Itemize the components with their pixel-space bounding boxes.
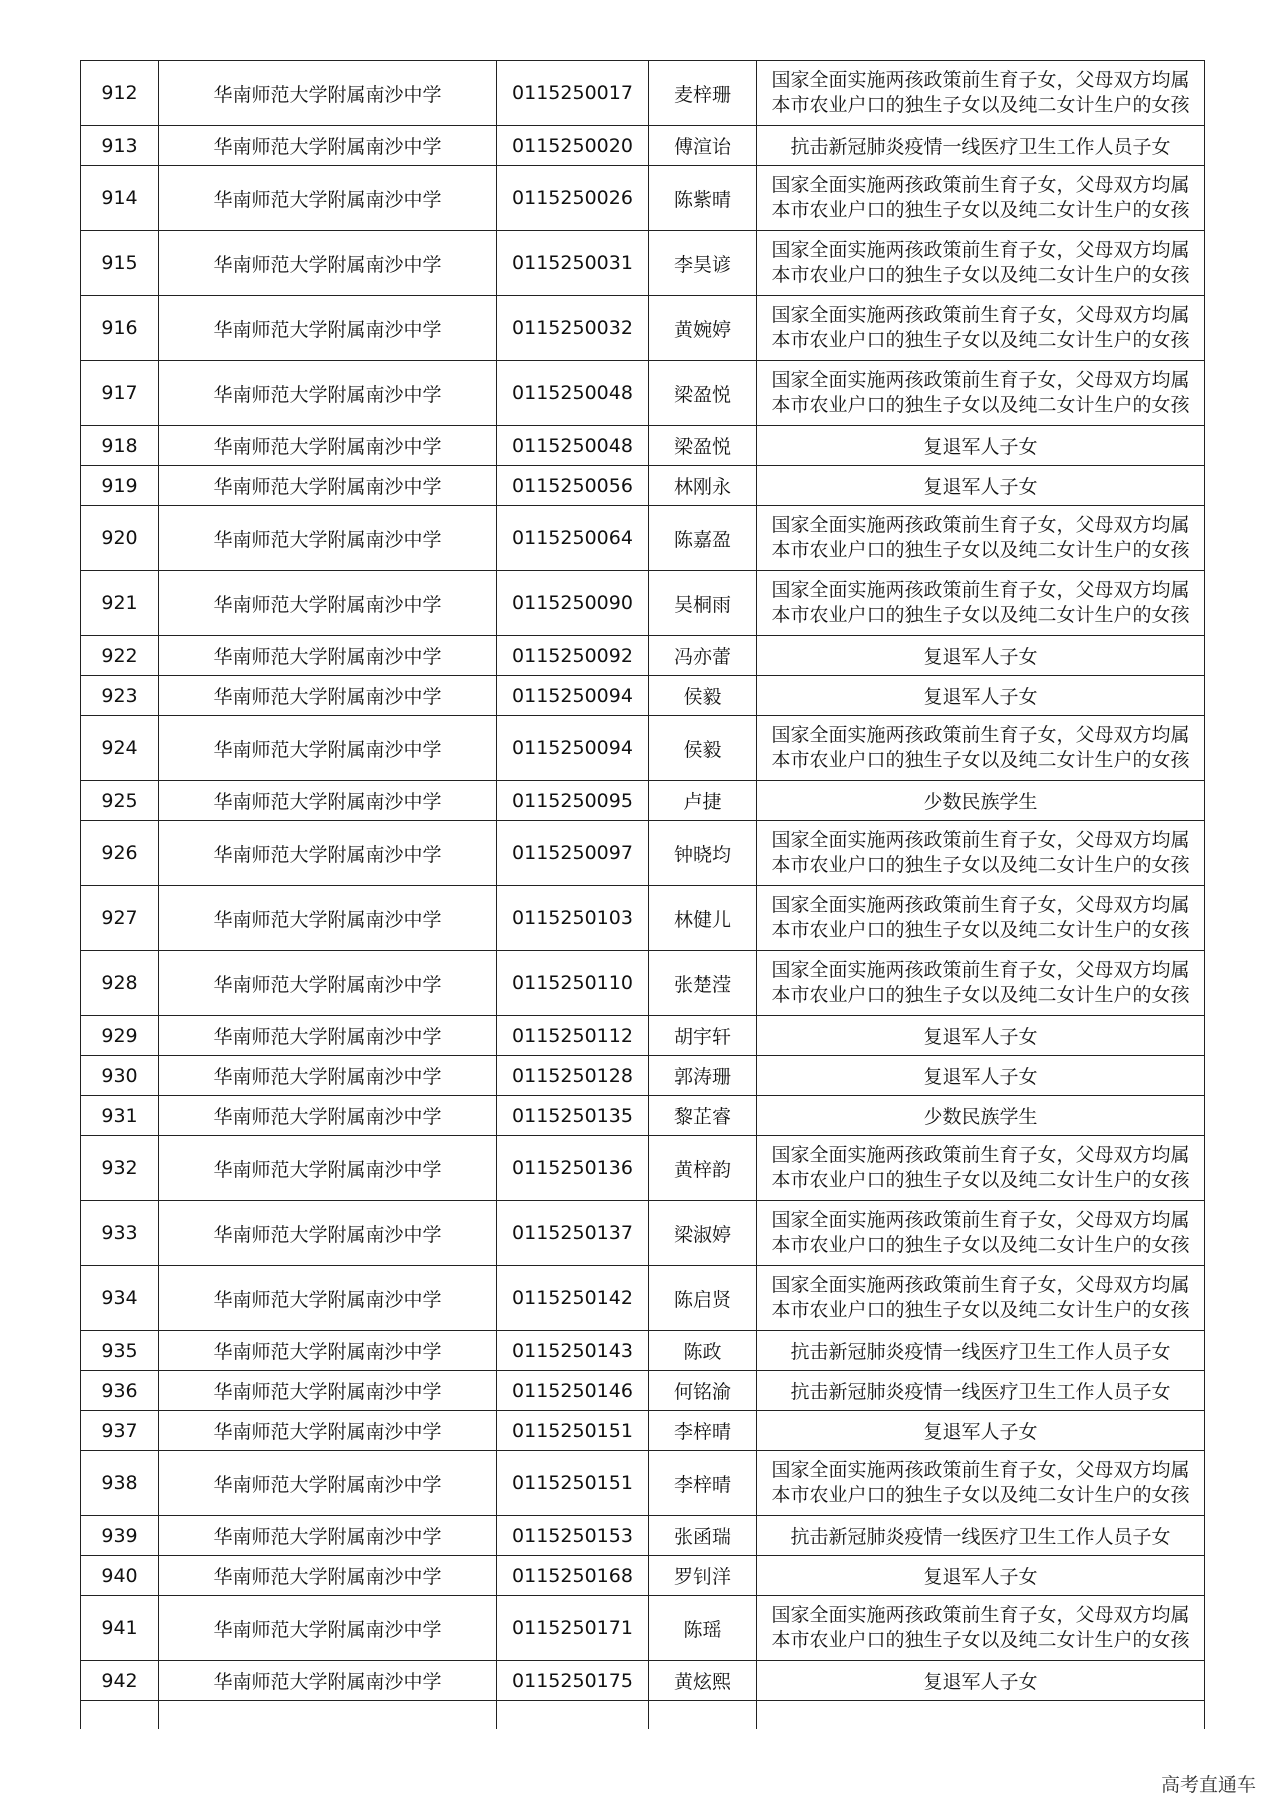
student-name: 傅渲诒 [649, 126, 757, 166]
empty-cell [159, 1701, 497, 1730]
category [757, 821, 1205, 886]
school-name: 华南师范大学附属南沙中学 [159, 1371, 497, 1411]
row-number: 925 [81, 781, 159, 821]
student-name: 陈紫晴 [649, 166, 757, 231]
student-id: 0115250097 [497, 821, 649, 886]
student-id: 0115250017 [497, 61, 649, 126]
table-row [81, 361, 1205, 426]
category: 少数民族学生 [757, 1096, 1205, 1136]
category-line: 本市农业户口的独生子女以及纯二女计生户的女孩 [771, 1234, 1190, 1256]
student-name: 李昊谚 [649, 231, 757, 296]
category-line: 本市农业户口的独生子女以及纯二女计生户的女孩 [771, 199, 1190, 221]
school-name: 华南师范大学附属南沙中学 [159, 466, 497, 506]
student-name: 陈嘉盈 [649, 506, 757, 571]
student-name: 何铭渝 [649, 1371, 757, 1411]
row-number: 914 [81, 166, 159, 231]
category: 抗击新冠肺炎疫情一线医疗卫生工作人员子女 [757, 1516, 1205, 1556]
student-id: 0115250090 [497, 571, 649, 636]
category: 抗击新冠肺炎疫情一线医疗卫生工作人员子女 [757, 126, 1205, 166]
school-name: 华南师范大学附属南沙中学 [159, 361, 497, 426]
student-name: 黄婉婷 [649, 296, 757, 361]
category: 复退军人子女 [757, 1016, 1205, 1056]
student-id: 0115250112 [497, 1016, 649, 1056]
table-row [81, 1056, 1205, 1096]
student-name: 卢捷 [649, 781, 757, 821]
category-line: 国家全面实施两孩政策前生育子女，父母双方均属 [771, 304, 1190, 326]
row-number: 937 [81, 1411, 159, 1451]
student-id: 0115250136 [497, 1136, 649, 1201]
table-row [81, 1016, 1205, 1056]
row-number: 912 [81, 61, 159, 126]
table-row [81, 1201, 1205, 1266]
row-number: 938 [81, 1451, 159, 1516]
student-id: 0115250137 [497, 1201, 649, 1266]
table-row [81, 1266, 1205, 1331]
student-name: 胡宇轩 [649, 1016, 757, 1056]
category: 复退军人子女 [757, 1661, 1205, 1701]
student-name: 陈瑶 [649, 1596, 757, 1661]
category: 复退军人子女 [757, 1556, 1205, 1596]
row-number: 939 [81, 1516, 159, 1556]
table-row [81, 676, 1205, 716]
category: 复退军人子女 [757, 1411, 1205, 1451]
category: 复退军人子女 [757, 426, 1205, 466]
school-name: 华南师范大学附属南沙中学 [159, 571, 497, 636]
row-number: 934 [81, 1266, 159, 1331]
category-line: 国家全面实施两孩政策前生育子女，父母双方均属 [771, 1459, 1190, 1481]
student-name: 李梓晴 [649, 1451, 757, 1516]
student-name: 林刚永 [649, 466, 757, 506]
school-name: 华南师范大学附属南沙中学 [159, 166, 497, 231]
table-row [81, 426, 1205, 466]
category [757, 361, 1205, 426]
category: 少数民族学生 [757, 781, 1205, 821]
category: 复退军人子女 [757, 1056, 1205, 1096]
row-number: 918 [81, 426, 159, 466]
school-name: 华南师范大学附属南沙中学 [159, 636, 497, 676]
category-line: 本市农业户口的独生子女以及纯二女计生户的女孩 [771, 264, 1190, 286]
school-name: 华南师范大学附属南沙中学 [159, 886, 497, 951]
student-name: 麦梓珊 [649, 61, 757, 126]
category [757, 1451, 1205, 1516]
category-line: 本市农业户口的独生子女以及纯二女计生户的女孩 [771, 539, 1190, 561]
student-id: 0115250026 [497, 166, 649, 231]
row-number: 929 [81, 1016, 159, 1056]
table-row [81, 886, 1205, 951]
category-line: 国家全面实施两孩政策前生育子女，父母双方均属 [771, 1209, 1190, 1231]
row-number: 931 [81, 1096, 159, 1136]
student-name: 张函瑞 [649, 1516, 757, 1556]
school-name: 华南师范大学附属南沙中学 [159, 296, 497, 361]
student-name: 黄梓韵 [649, 1136, 757, 1201]
student-id: 0115250143 [497, 1331, 649, 1371]
school-name: 华南师范大学附属南沙中学 [159, 1331, 497, 1371]
row-number: 936 [81, 1371, 159, 1411]
student-id: 0115250092 [497, 636, 649, 676]
table-row [81, 466, 1205, 506]
row-number: 913 [81, 126, 159, 166]
category [757, 1136, 1205, 1201]
empty-cell [81, 1701, 159, 1730]
row-number: 941 [81, 1596, 159, 1661]
table-row [81, 1136, 1205, 1201]
school-name: 华南师范大学附属南沙中学 [159, 781, 497, 821]
category: 复退军人子女 [757, 676, 1205, 716]
school-name: 华南师范大学附属南沙中学 [159, 1451, 497, 1516]
eligibility-list-table [80, 60, 1205, 1729]
category [757, 231, 1205, 296]
student-id: 0115250153 [497, 1516, 649, 1556]
category-line: 国家全面实施两孩政策前生育子女，父母双方均属 [771, 514, 1190, 536]
row-number: 933 [81, 1201, 159, 1266]
empty-cell [497, 1701, 649, 1730]
empty-table-row [81, 1701, 1205, 1730]
student-name: 黄炫熙 [649, 1661, 757, 1701]
student-name: 侯毅 [649, 716, 757, 781]
row-number: 915 [81, 231, 159, 296]
table-row [81, 1516, 1205, 1556]
student-name: 梁盈悦 [649, 426, 757, 466]
table-row [81, 1596, 1205, 1661]
row-number: 940 [81, 1556, 159, 1596]
student-id: 0115250142 [497, 1266, 649, 1331]
category [757, 166, 1205, 231]
category-line: 国家全面实施两孩政策前生育子女，父母双方均属 [771, 1274, 1190, 1296]
category [757, 61, 1205, 126]
table-row [81, 296, 1205, 361]
school-name: 华南师范大学附属南沙中学 [159, 1201, 497, 1266]
row-number: 935 [81, 1331, 159, 1371]
table-row [81, 1661, 1205, 1701]
table-row [81, 571, 1205, 636]
category [757, 506, 1205, 571]
student-id: 0115250031 [497, 231, 649, 296]
school-name: 华南师范大学附属南沙中学 [159, 1016, 497, 1056]
student-id: 0115250048 [497, 361, 649, 426]
school-name: 华南师范大学附属南沙中学 [159, 821, 497, 886]
category-line: 本市农业户口的独生子女以及纯二女计生户的女孩 [771, 984, 1190, 1006]
category [757, 1201, 1205, 1266]
table-row [81, 951, 1205, 1016]
student-id: 0115250064 [497, 506, 649, 571]
table-body [81, 61, 1205, 1730]
student-id: 0115250056 [497, 466, 649, 506]
category [757, 886, 1205, 951]
school-name: 华南师范大学附属南沙中学 [159, 1411, 497, 1451]
row-number: 930 [81, 1056, 159, 1096]
school-name: 华南师范大学附属南沙中学 [159, 716, 497, 781]
table-row [81, 231, 1205, 296]
category [757, 716, 1205, 781]
student-id: 0115250048 [497, 426, 649, 466]
category: 复退军人子女 [757, 636, 1205, 676]
table-row [81, 1331, 1205, 1371]
table-row [81, 166, 1205, 231]
row-number: 932 [81, 1136, 159, 1201]
category-line: 本市农业户口的独生子女以及纯二女计生户的女孩 [771, 749, 1190, 771]
student-id: 0115250146 [497, 1371, 649, 1411]
student-id: 0115250135 [497, 1096, 649, 1136]
school-name: 华南师范大学附属南沙中学 [159, 506, 497, 571]
category: 抗击新冠肺炎疫情一线医疗卫生工作人员子女 [757, 1371, 1205, 1411]
student-id: 0115250168 [497, 1556, 649, 1596]
category: 抗击新冠肺炎疫情一线医疗卫生工作人员子女 [757, 1331, 1205, 1371]
category [757, 951, 1205, 1016]
category-line: 国家全面实施两孩政策前生育子女，父母双方均属 [771, 579, 1190, 601]
category-line: 国家全面实施两孩政策前生育子女，父母双方均属 [771, 1144, 1190, 1166]
category-line: 本市农业户口的独生子女以及纯二女计生户的女孩 [771, 919, 1190, 941]
row-number: 921 [81, 571, 159, 636]
table-row [81, 126, 1205, 166]
student-name: 李梓晴 [649, 1411, 757, 1451]
student-id: 0115250020 [497, 126, 649, 166]
table-row [81, 61, 1205, 126]
category-line: 国家全面实施两孩政策前生育子女，父母双方均属 [771, 239, 1190, 261]
school-name: 华南师范大学附属南沙中学 [159, 1556, 497, 1596]
student-name: 梁淑婷 [649, 1201, 757, 1266]
row-number: 928 [81, 951, 159, 1016]
student-name: 黎芷睿 [649, 1096, 757, 1136]
student-id: 0115250094 [497, 716, 649, 781]
source-watermark: 高考直通车 [1160, 1774, 1256, 1796]
student-id: 0115250110 [497, 951, 649, 1016]
school-name: 华南师范大学附属南沙中学 [159, 426, 497, 466]
category-line: 国家全面实施两孩政策前生育子女，父母双方均属 [771, 959, 1190, 981]
school-name: 华南师范大学附属南沙中学 [159, 231, 497, 296]
student-name: 罗钊洋 [649, 1556, 757, 1596]
student-name: 钟晓均 [649, 821, 757, 886]
category [757, 571, 1205, 636]
category-line: 国家全面实施两孩政策前生育子女，父母双方均属 [771, 69, 1190, 91]
student-id: 0115250094 [497, 676, 649, 716]
category-line: 国家全面实施两孩政策前生育子女，父母双方均属 [771, 174, 1190, 196]
table-row [81, 636, 1205, 676]
student-name: 侯毅 [649, 676, 757, 716]
category-line: 国家全面实施两孩政策前生育子女，父母双方均属 [771, 829, 1190, 851]
school-name: 华南师范大学附属南沙中学 [159, 676, 497, 716]
student-name: 冯亦蕾 [649, 636, 757, 676]
table-row [81, 1556, 1205, 1596]
student-id: 0115250151 [497, 1411, 649, 1451]
school-name: 华南师范大学附属南沙中学 [159, 1056, 497, 1096]
school-name: 华南师范大学附属南沙中学 [159, 1596, 497, 1661]
row-number: 927 [81, 886, 159, 951]
row-number: 924 [81, 716, 159, 781]
school-name: 华南师范大学附属南沙中学 [159, 1136, 497, 1201]
category-line: 本市农业户口的独生子女以及纯二女计生户的女孩 [771, 394, 1190, 416]
row-number: 919 [81, 466, 159, 506]
student-id: 0115250128 [497, 1056, 649, 1096]
row-number: 917 [81, 361, 159, 426]
student-name: 郭涛珊 [649, 1056, 757, 1096]
school-name: 华南师范大学附属南沙中学 [159, 126, 497, 166]
empty-cell [757, 1701, 1205, 1730]
category [757, 1266, 1205, 1331]
table-row [81, 821, 1205, 886]
empty-cell [649, 1701, 757, 1730]
category-line: 本市农业户口的独生子女以及纯二女计生户的女孩 [771, 1299, 1190, 1321]
school-name: 华南师范大学附属南沙中学 [159, 951, 497, 1016]
row-number: 926 [81, 821, 159, 886]
student-name: 林健儿 [649, 886, 757, 951]
category [757, 1596, 1205, 1661]
student-name: 张楚滢 [649, 951, 757, 1016]
category-line: 本市农业户口的独生子女以及纯二女计生户的女孩 [771, 604, 1190, 626]
row-number: 916 [81, 296, 159, 361]
student-name: 陈政 [649, 1331, 757, 1371]
school-name: 华南师范大学附属南沙中学 [159, 1266, 497, 1331]
row-number: 920 [81, 506, 159, 571]
student-id: 0115250175 [497, 1661, 649, 1701]
category-line: 国家全面实施两孩政策前生育子女，父母双方均属 [771, 369, 1190, 391]
student-id: 0115250103 [497, 886, 649, 951]
category: 复退军人子女 [757, 466, 1205, 506]
student-id: 0115250032 [497, 296, 649, 361]
table-row [81, 506, 1205, 571]
student-id: 0115250171 [497, 1596, 649, 1661]
school-name: 华南师范大学附属南沙中学 [159, 61, 497, 126]
student-name: 陈启贤 [649, 1266, 757, 1331]
row-number: 942 [81, 1661, 159, 1701]
school-name: 华南师范大学附属南沙中学 [159, 1516, 497, 1556]
category-line: 国家全面实施两孩政策前生育子女，父母双方均属 [771, 1604, 1190, 1626]
table-row [81, 1451, 1205, 1516]
student-id: 0115250095 [497, 781, 649, 821]
category-line: 本市农业户口的独生子女以及纯二女计生户的女孩 [771, 1169, 1190, 1191]
student-name: 吴桐雨 [649, 571, 757, 636]
category-line: 国家全面实施两孩政策前生育子女，父母双方均属 [771, 724, 1190, 746]
student-name: 梁盈悦 [649, 361, 757, 426]
table-row [81, 1411, 1205, 1451]
row-number: 923 [81, 676, 159, 716]
category-line: 本市农业户口的独生子女以及纯二女计生户的女孩 [771, 854, 1190, 876]
category-line: 本市农业户口的独生子女以及纯二女计生户的女孩 [771, 329, 1190, 351]
table-row [81, 716, 1205, 781]
row-number: 922 [81, 636, 159, 676]
category [757, 296, 1205, 361]
table-row [81, 1096, 1205, 1136]
school-name: 华南师范大学附属南沙中学 [159, 1661, 497, 1701]
category-line: 本市农业户口的独生子女以及纯二女计生户的女孩 [771, 94, 1190, 116]
category-line: 本市农业户口的独生子女以及纯二女计生户的女孩 [771, 1629, 1190, 1651]
table-row [81, 1371, 1205, 1411]
category-line: 本市农业户口的独生子女以及纯二女计生户的女孩 [771, 1484, 1190, 1506]
table-row [81, 781, 1205, 821]
school-name: 华南师范大学附属南沙中学 [159, 1096, 497, 1136]
category-line: 国家全面实施两孩政策前生育子女，父母双方均属 [771, 894, 1190, 916]
student-id: 0115250151 [497, 1451, 649, 1516]
